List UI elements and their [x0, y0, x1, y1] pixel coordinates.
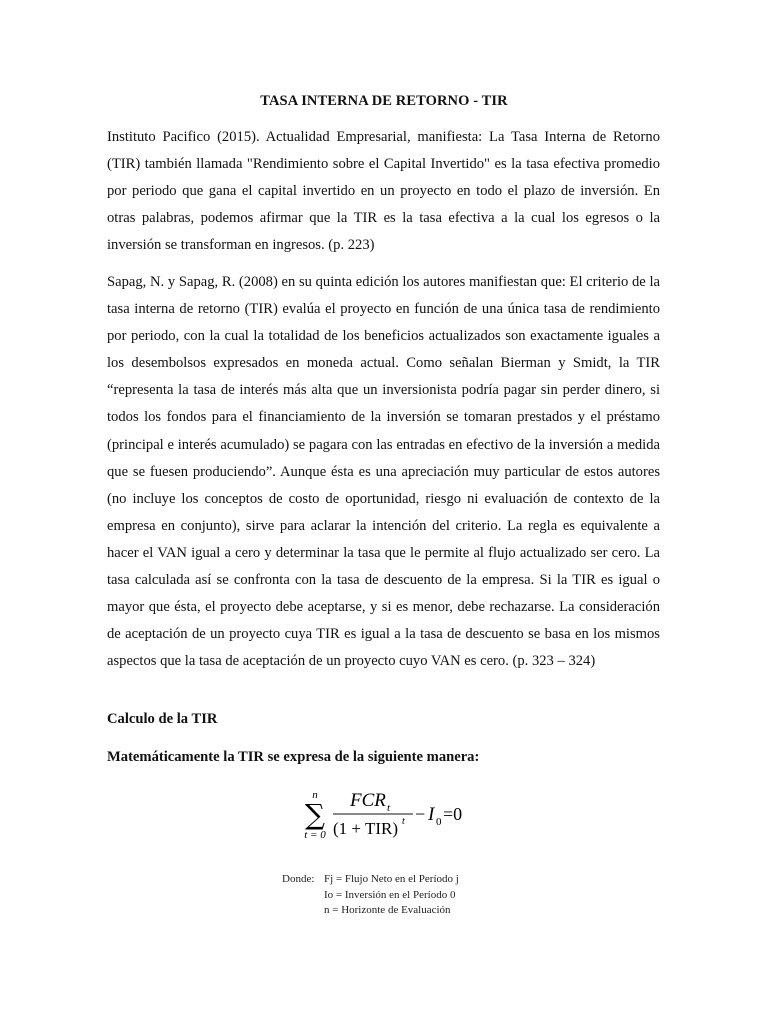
heading-calculo-tir: Calculo de la TIR — [107, 711, 218, 727]
initial-investment: I — [428, 804, 435, 825]
sum-sign: ∑ — [305, 798, 325, 831]
legend-item-fj: Fj = Flujo Neto en el Período j — [324, 873, 459, 885]
legend-label: Donde: — [282, 873, 315, 885]
initial-investment-subscript: 0 — [436, 816, 442, 828]
denominator-exponent: t — [402, 816, 405, 827]
equals-zero: =0 — [443, 804, 463, 824]
paragraph-instituto-pacifico: Instituto Pacifico (2015). Actualidad Empresarial, manifiesta: La Tasa Interna de Retorno (TIR) también llamada "Rendimiento sobre el Capital Invertido" es la tasa efectiva promedio por periodo que gana el capital invertido en un proyecto en todo el plazo de inversión. En otras palabras, podemos afirmar que la TIR es la tasa efectiva a la cual los egresos o la inversión se transforman en ingresos. (p. 223) — [107, 129, 660, 254]
sum-lower-limit: t = 0 — [304, 829, 326, 841]
page-title: TASA INTERNA DE RETORNO - TIR — [260, 93, 508, 109]
heading-formula-intro: Matemáticamente la TIR se expresa de la siguiente manera: — [107, 749, 480, 765]
paragraph-sapag: Sapag, N. y Sapag, R. (2008) en su quinta edición los autores manifiestan que: El criterio de la tasa interna de retorno (TIR) evalúa el proyecto en función de una única tasa de rendimiento por periodo, con la cual la totalidad de los beneficios actualizados son exactamente iguales a los desembolsos expresados en moneda actual. Como señalan Bierman y Smidt, la TIR “representa la tasa de interés más alta que un inversionista podría pagar sin perder dinero, si todos los fondos para el financiamiento de la inversión se tomaran prestados y el préstamo (principal e interés acumulado) se pagara con las entradas en efectivo de la inversión a medida que se fuesen produciendo”. Aunque ésta es una apreciación muy particular de estos autores (no incluye los conceptos de costo de oportunidad, riesgo ni evaluación de contexto de la empresa en conjunto), sirve para aclarar la intención del criterio. La regla es equivalente a hacer el VAN igual a cero y determinar la tasa que le permite al flujo actualizado ser cero. La tasa calculada así se confronta con la tasa de descuento de la empresa. Si la TIR es igual o mayor que ésta, el proyecto debe aceptarse, y si es menor, debe rechazarse. La consideración de aceptación de un proyecto cuya TIR es igual a la tasa de descuento se basa en los mismos aspectos que la tasa de aceptación de un proyecto cuyo VAN es cero. (p. 323 – 324) — [107, 274, 660, 670]
legend-item-io: Io = Inversión en el Período 0 — [324, 888, 456, 901]
numerator-fcr: FCR — [350, 790, 386, 811]
sum-upper-limit: n — [312, 789, 318, 801]
numerator-subscript: t — [387, 802, 391, 814]
minus-sign: − — [415, 804, 426, 824]
legend-item-n: n = Horizonte de Evaluación — [324, 904, 451, 916]
tir-formula — [295, 780, 475, 850]
denominator: (1 + TIR) — [333, 819, 398, 838]
